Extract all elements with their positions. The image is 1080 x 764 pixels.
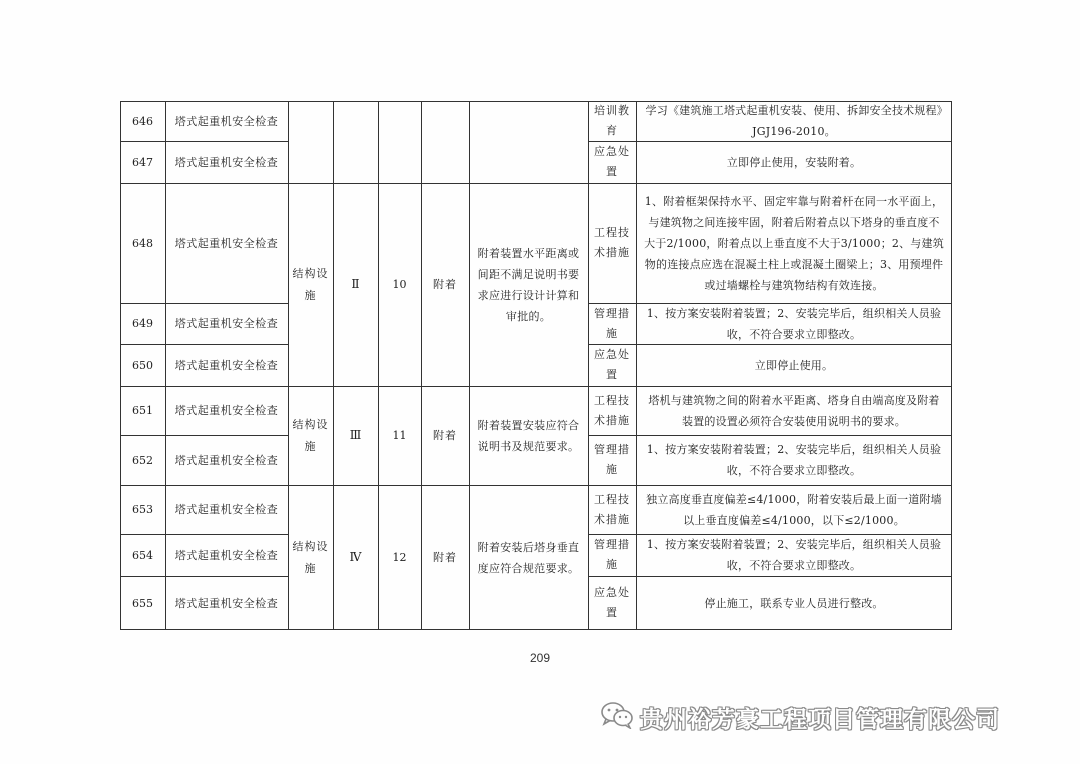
component-part: 附着 <box>433 277 457 291</box>
row-number: 653 <box>132 503 153 516</box>
row-number: 646 <box>132 114 153 128</box>
measure-type: 工程技术措施 <box>594 492 630 526</box>
measure-content: 学习《建筑施工塔式起重机安装、使用、拆卸安全技术规程》JGJ196-2010。 <box>645 104 943 138</box>
measure-content: 立即停止使用。 <box>754 358 834 372</box>
measure-content: 立即停止使用，安装附着。 <box>726 155 862 169</box>
inspection-item: 塔式起重机安全检查 <box>174 236 279 250</box>
sequence-number: 11 <box>392 429 407 442</box>
inspection-item: 塔式起重机安全检查 <box>174 317 279 330</box>
row-number: 652 <box>132 453 153 467</box>
inspection-item: 塔式起重机安全检查 <box>174 548 279 562</box>
measure-type: 管理措施 <box>594 306 630 340</box>
row-number: 654 <box>132 548 153 562</box>
row-number: 648 <box>132 236 153 250</box>
inspection-item: 塔式起重机安全检查 <box>174 155 279 169</box>
hazard-category: 结构设施 <box>292 266 329 302</box>
inspection-item: 塔式起重机安全检查 <box>174 596 279 610</box>
wechat-icon <box>600 701 634 733</box>
hazard-requirement: 附着安装后塔身垂直度应符合规范要求。 <box>477 540 580 575</box>
measure-content: 塔机与建筑物之间的附着水平距离、塔身自由端高度及附着装置的设置必须符合安装使用说明书的要求。 <box>648 393 940 428</box>
measure-type: 工程技术措施 <box>594 393 630 427</box>
sequence-number: 12 <box>392 551 407 564</box>
measure-type: 管理措施 <box>594 538 630 571</box>
inspection-item: 塔式起重机安全检查 <box>174 404 279 417</box>
row-number: 649 <box>132 317 153 330</box>
inspection-item: 塔式起重机安全检查 <box>174 453 279 467</box>
row-number: 651 <box>132 404 153 417</box>
measure-type: 应急处置 <box>594 586 630 619</box>
measure-type: 应急处置 <box>594 348 630 381</box>
inspection-item: 塔式起重机安全检查 <box>174 114 279 128</box>
measure-type: 管理措施 <box>594 443 630 476</box>
hazard-category: 结构设施 <box>292 539 329 575</box>
measure-type: 工程技术措施 <box>594 226 630 259</box>
page-number: 209 <box>529 651 551 665</box>
measure-type: 培训教育 <box>594 104 630 137</box>
watermark-text: 贵州裕芳豪工程项目管理有限公司 <box>640 706 1000 733</box>
measure-content: 1、按方案安装附着装置；2、安装完毕后，组织相关人员验收，不符合要求立即整改。 <box>646 538 942 572</box>
measure-content: 1、按方案安装附着装置；2、安装完毕后，组织相关人员验收，不符合要求立即整改。 <box>646 443 942 477</box>
inspection-item: 塔式起重机安全检查 <box>174 503 279 516</box>
watermark <box>600 697 1000 737</box>
measure-content: 1、按方案安装附着装置；2、安装完毕后，组织相关人员验收，不符合要求立即整改。 <box>646 306 942 341</box>
hazard-category: 结构设施 <box>292 417 329 453</box>
row-number: 647 <box>132 155 153 169</box>
risk-grade: Ⅱ <box>351 277 360 291</box>
component-part: 附着 <box>433 428 457 442</box>
hazard-requirement: 附着装置安装应符合说明书及规范要求。 <box>477 418 580 453</box>
safety-check-table <box>120 101 952 630</box>
row-number: 655 <box>132 596 153 610</box>
measure-content: 停止施工，联系专业人员进行整改。 <box>704 596 884 610</box>
risk-grade: Ⅲ <box>349 428 362 442</box>
inspection-item: 塔式起重机安全检查 <box>174 358 279 372</box>
row-number: 650 <box>132 358 153 372</box>
measure-content: 1、附着框架保持水平、固定牢靠与附着杆在同一水平面上，与建筑物之间连接牢固，附着后附着点以下塔身的垂直度不大于2/1000，附着点以上垂直度不大于3/1000；2、与建筑物的连接点应选在混凝土柱上或混凝土圈梁上；3、用预埋件或过墙螺栓与建筑物结构有效连接。 <box>644 194 944 292</box>
risk-grade: Ⅳ <box>349 550 362 564</box>
measure-content: 独立高度垂直度偏差≤4/1000，附着安装后最上面一道附墙以上垂直度偏差≤4/1000，以下≤2/1000。 <box>646 492 942 527</box>
component-part: 附着 <box>433 550 457 564</box>
hazard-requirement: 附着装置水平距离或间距不满足说明书要求应进行设计计算和审批的。 <box>477 246 580 323</box>
measure-type: 应急处置 <box>594 145 630 178</box>
sequence-number: 10 <box>392 278 407 291</box>
